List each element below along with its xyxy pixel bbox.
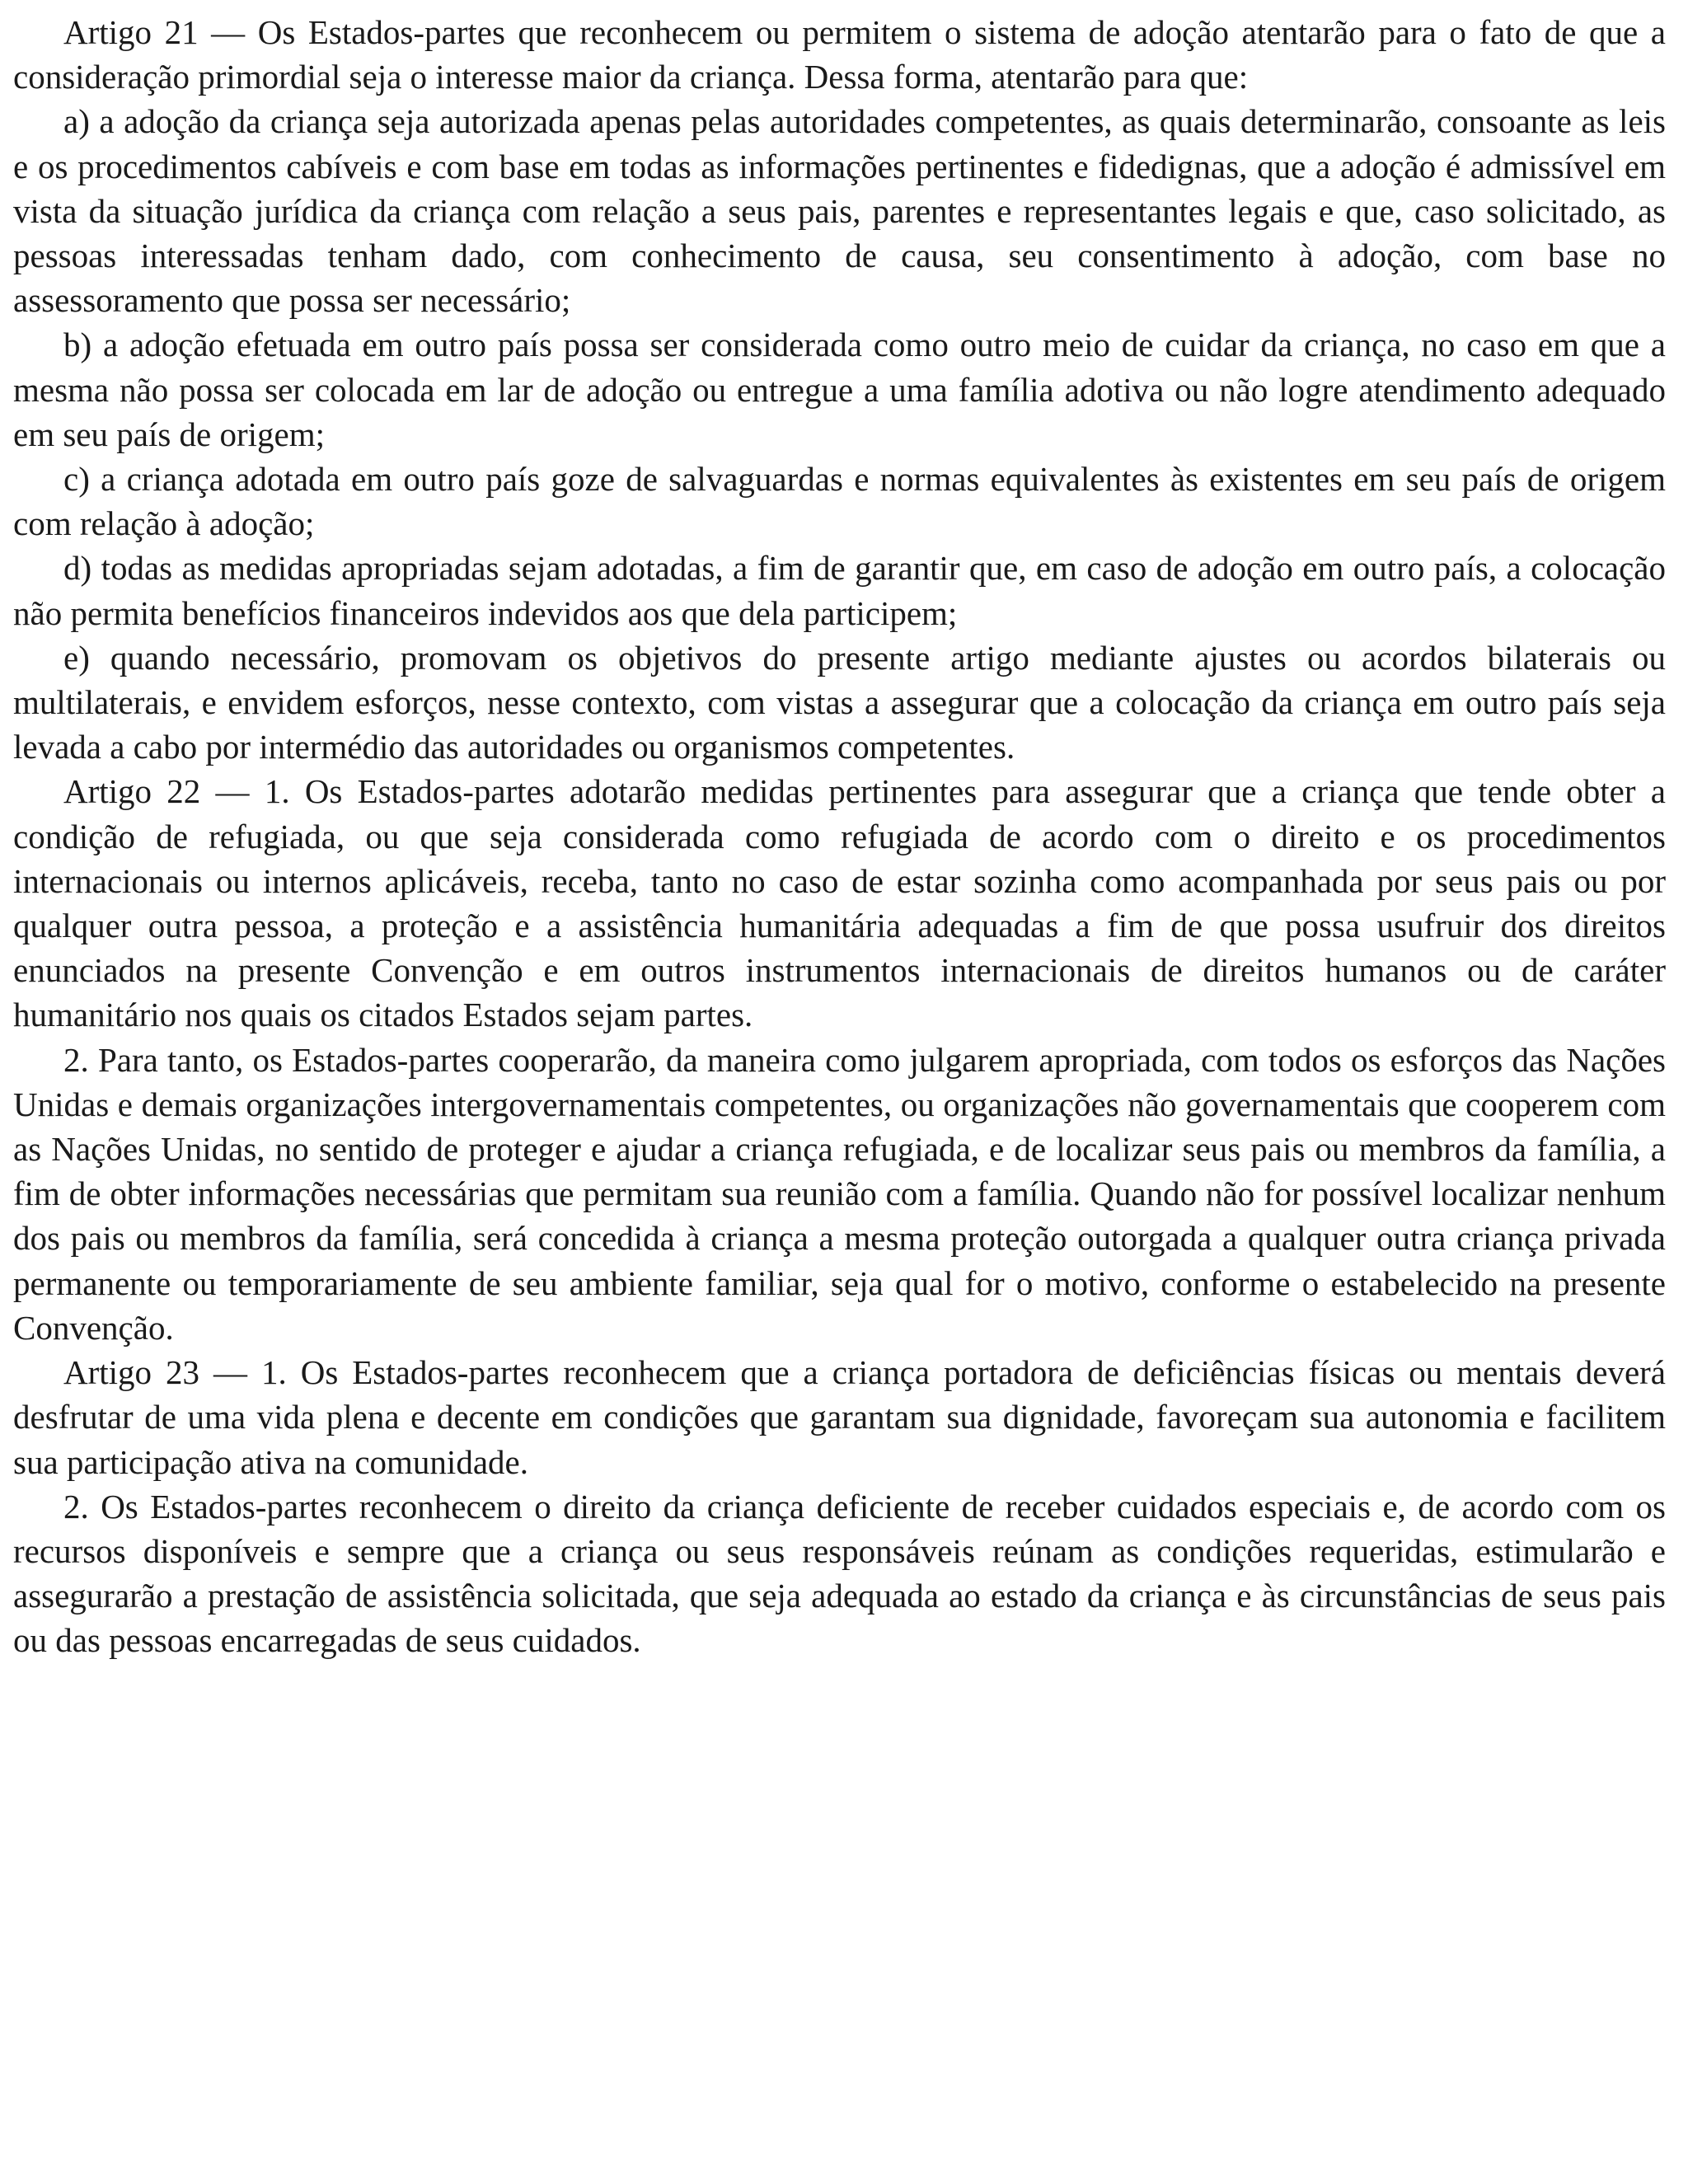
article-21-item-c-paragraph: c) a criança adotada em outro país goze de salvaguardas e normas equivalentes às existentes em seu país de origem com relação à adoção; bbox=[13, 460, 1666, 543]
article-21-item-a-paragraph: a) a adoção da criança seja autorizada apenas pelas autoridades competentes, as quais determinarão, consoante as leis e os procedimentos cabíveis e com base em todas as informações pertinentes e fidedignas, que a adoção é admissível em vista da situação jurídica da criança com relação a seus pais, parentes e representantes legais e que, caso solicitado, as pessoas interessadas tenham dado, com conhecimento de causa, seu consentimento à adoção, com base no assessoramento que possa ser necessário; bbox=[13, 102, 1666, 320]
article-21-item-b-paragraph: b) a adoção efetuada em outro país possa ser considerada como outro meio de cuidar da criança, no caso em que a mesma não possa ser colocada em lar de adoção ou entregue a uma família adotiva ou não logre atendimento adequado em seu país de origem; bbox=[13, 326, 1666, 453]
article-22-paragraph-2: 2. Para tanto, os Estados-partes cooperarão, da maneira como julgarem apropriada, com todos os esforços das Nações Unidas e demais organizações intergovernamentais competentes, ou organizações não governamentais que cooperem com as Nações Unidas, no sentido de proteger e ajudar a criança refugiada, e de localizar seus pais ou membros da família, a fim de obter informações necessárias que permitam sua reunião com a família. Quando não for possível localizar nenhum dos pais ou membros da família, será concedida à criança a mesma proteção outorgada a qualquer outra criança privada permanente ou temporariamente de seu ambiente familiar, seja qual for o motivo, conforme o estabelecido na presente Convenção. bbox=[13, 1040, 1666, 1347]
article-21-item-e-paragraph: e) quando necessário, promovam os objetivos do presente artigo mediante ajustes ou acordos bilaterais ou multilaterais, e envidem esforços, nesse contexto, com vistas a assegurar que a colocação da criança em outro país seja levada a cabo por intermédio das autoridades ou organismos competentes. bbox=[13, 638, 1666, 766]
document-page bbox=[13, 10, 1666, 1663]
article-23-paragraph-2: 2. Os Estados-partes reconhecem o direito da criança deficiente de receber cuidados especiais e, de acordo com os recursos disponíveis e sempre que a criança ou seus responsáveis reúnam as condições requeridas, estimularão e assegurarão a prestação de assistência solicitada, que seja adequada ao estado da criança e às circunstâncias de seus pais ou das pessoas encarregadas de seus cuidados. bbox=[13, 1487, 1666, 1660]
article-21-intro-paragraph: Artigo 21 — Os Estados-partes que reconhecem ou permitem o sistema de adoção atentarão para o fato de que a consideração primordial seja o interesse maior da criança. Dessa forma, atentarão para que: bbox=[13, 13, 1666, 96]
article-22-paragraph-1: Artigo 22 — 1. Os Estados-partes adotarão medidas pertinentes para assegurar que a criança que tende obter a condição de refugiada, ou que seja considerada como refugiada de acordo com o direito e os procedimentos internacionais ou internos aplicáveis, receba, tanto no caso de estar sozinha como acompanhada por seus pais ou por qualquer outra pessoa, a proteção e a assistência humanitária adequadas a fim de que possa usufruir dos direitos enunciados na presente Convenção e em outros instrumentos internacionais de direitos humanos ou de caráter humanitário nos quais os citados Estados sejam partes. bbox=[13, 772, 1666, 1034]
article-23-paragraph-1: Artigo 23 — 1. Os Estados-partes reconhecem que a criança portadora de deficiências físicas ou mentais deverá desfrutar de uma vida plena e decente em condições que garantam sua dignidade, favoreçam sua autonomia e facilitem sua participação ativa na comunidade. bbox=[13, 1353, 1666, 1481]
article-21-item-d-paragraph: d) todas as medidas apropriadas sejam adotadas, a fim de garantir que, em caso de adoção em outro país, a colocação não permita benefícios financeiros indevidos aos que dela participem; bbox=[13, 549, 1666, 632]
